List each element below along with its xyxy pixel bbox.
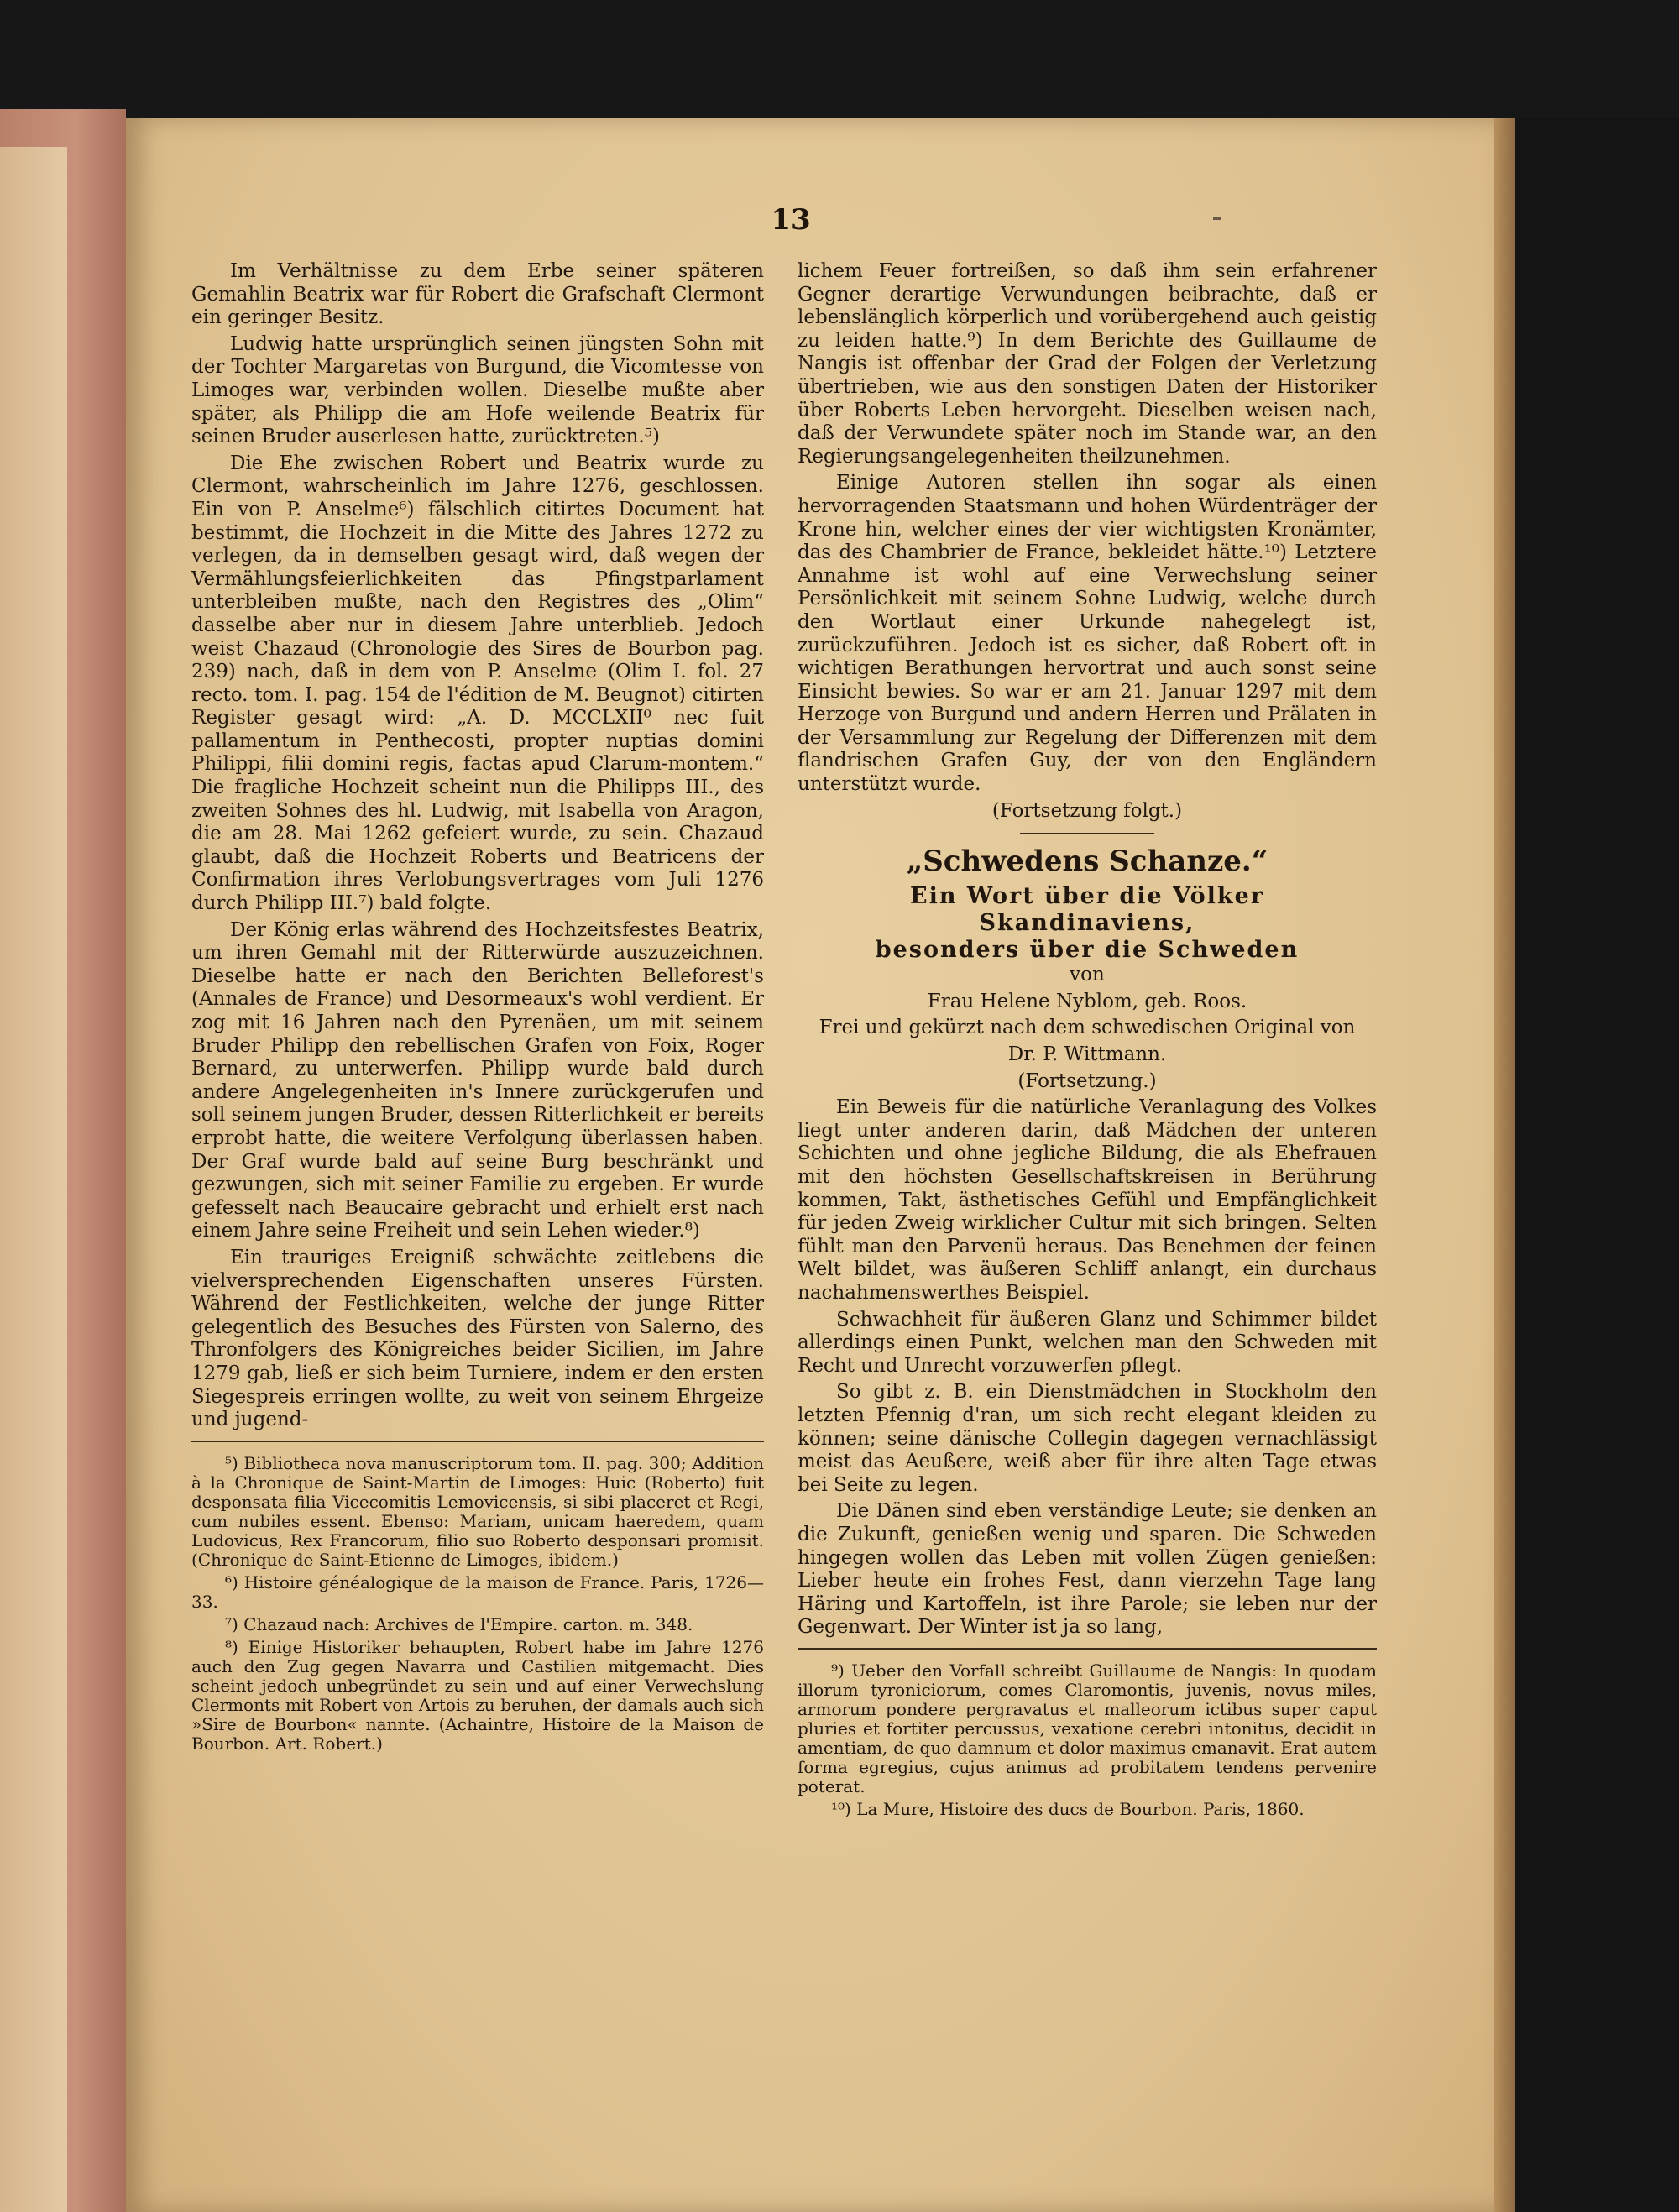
footnote-9: ⁹) Ueber den Vorfall schreibt Guillaume de Nangis: In quodam illorum tyroniciorum, comes Claromontis, juvenis, novus miles, armorum pondere pergravatus et malleorum ictibus super caput pluries et fortiter percussus, vexatione cerebri intonitus, decidit in amentiam, de quo damnum et dolor maximus emanavit. Erat autem forma egregius, cujus animus ad probitatem tendens pervenire poterat. [798, 1660, 1377, 1796]
article-author: Frau Helene Nyblom, geb. Roos. [927, 990, 1247, 1012]
article-by: von [1070, 964, 1105, 986]
footnote-divider-right [798, 1648, 1377, 1650]
footnote-5: ⁵) Bibliotheca nova manuscriptorum tom. II. pag. 300; Addition à la Chronique de Saint-Martin de Limoges: Huic (Roberto) fuit desponsata filia Vicecomitis Lemovicensis, si sibi placeret et Regi, cum nubiles essent. Ebenso: Mariam, unicam haeredem, quam Ludovicus, Rex Francorum, filio suo Roberto desponsari promisit. (Chronique de Saint-Etienne de Limoges, ibidem.) [191, 1452, 764, 1570]
left-paragraph-3: Die Ehe zwischen Robert und Beatrix wurde zu Clermont, wahrscheinlich im Jahre 1276, geschlossen. Ein von P. Anselme⁶) fälschlich citirtes Document hat bestimmt, die Hochzeit in die Mitte des Jahres 1272 zu verlegen, da in demselben gesagt wird, daß wegen der Vermählungsfeierlichkeiten das Pfingstparlament unterbleiben mußte, nach den Registres des „Olim“ dasselbe aber nur in diesem Jahre unterblieb. Jedoch weist Chazaud (Chronologie des Sires de Bourbon pag. 239) nach, daß in dem von P. Anselme (Olim I. fol. 27 recto. tom. I. pag. 154 de l'édition de M. Beugnot) citirten Register gesagt wird: „A. D. MCCLXII⁰ nec fuit pallamentum in Penthecosti, propter nuptias domini Philippi, filii domini regis, factas apud Clarum-montem.“ Die fragliche Hochzeit scheint nun die Philipps III., des zweiten Sohnes des hl. Ludwig, mit Isabella von Aragon, die am 28. Mai 1262 gefeiert wurde, zu sein. Chazaud glaubt, daß die Hochzeit Roberts und Beatricens der Confirmation ihres Verlobungsvertrages vom Juli 1276 durch Philipp III.⁷) bald folgte. [191, 452, 764, 915]
left-paragraph-1: Im Verhältnisse zu dem Erbe seiner späteren Gemahlin Beatrix war für Robert die Grafschaft Clermont ein geringer Besitz. [191, 260, 764, 329]
footnote-divider [191, 1441, 764, 1442]
pencil-mark [1213, 217, 1221, 220]
footnote-8: ⁸) Einige Historiker behaupten, Robert habe im Jahre 1276 auch den Zug gegen Navarra und Castilien mitgemacht. Dies scheint jedoch unbegründet zu sein und auf einer Verwechslung Clermonts mit Robert von Artois zu beruhen, der damals auch sich »Sire de Bourbon« nannte. (Achaintre, Histoire de la Maison de Bourbon. Art. Robert.) [191, 1636, 764, 1754]
page-number: 13 [771, 203, 811, 237]
article-title: „Schwedens Schanze.“ [906, 845, 1268, 879]
left-paragraph-5: Ein trauriges Ereigniß schwächte zeitlebens die vielversprechenden Eigenschaften unseres Fürsten. Während der Festlichkeiten, welche der junge Ritter gelegentlich des Besuches des Fürsten von Salerno, des Thronfolgers des Königreiches beider Sicilien, im Jahre 1279 gab, ließ er sich beim Turniere, indem er den ersten Siegespreis erringen wollte, zu weit von seinem Ehrgeize und jugend- [191, 1246, 764, 1431]
article-note: Frei und gekürzt nach dem schwedischen Original von [819, 1017, 1356, 1039]
section-divider [1020, 833, 1154, 834]
article-continuation: (Fortsetzung.) [1017, 1069, 1157, 1092]
right-footnotes [798, 1661, 1377, 1819]
footnote-6: ⁶) Histoire généalogique de la maison de France. Paris, 1726—33. [191, 1571, 764, 1612]
right-paragraph-2: Einige Autoren stellen ihn sogar als einen hervorragenden Staatsmann und hohen Würdenträger der Krone hin, welcher eines der vier wichtigsten Kronämter, das des Chambrier de France, bekleidet hätte.¹⁰) Letztere Annahme ist wohl auf eine Verwechslung seiner Persönlichkeit mit seinem Sohne Ludwig, welche durch den Wortlaut einer Urkunde nahegelegt ist, zurückzuführen. Jedoch ist es sicher, daß Robert oft in wichtigen Berathungen hervortrat und auch sonst seine Einsicht bewies. So war er am 21. Januar 1297 mit dem Herzoge von Burgund und andern Herren und Prälaten in der Versammlung zur Regelung der Differenzen mit dem flandrischen Grafen Guy, der von den Engländern unterstützt wurde. [798, 472, 1377, 796]
left-page-edge [0, 147, 67, 2212]
article-translator: Dr. P. Wittmann. [1007, 1043, 1167, 1066]
left-paragraph-4: Der König erlas während des Hochzeitsfestes Beatrix, um ihren Gemahl mit der Ritterwürde auszuzeichnen. Dieselbe hatte er nach den Berichten Belleforest's (Annales de France) und Desormeaux's wohl verdient. Er zog mit 16 Jahren nach den Pyrenäen, um mit seinem Bruder Philipp den rebellischen Grafen von Foix, Roger Bernard, zu unterwerfen. Philipp wurde bald durch andere Angelegenheiten in's Innere zurückgerufen und soll seinem jungen Bruder, dessen Ritterlichkeit er bereits erprobt hatte, die weitere Verfolgung überlassen haben. Der Graf wurde bald auf seine Burg beschränkt und gezwungen, sich mit seiner Familie zu ergeben. Er wurde gefesselt nach Beaucaire gebracht und erhielt erst nach einem Jahre seine Freiheit und sein Lehen wieder.⁸) [191, 918, 764, 1242]
right-column [798, 260, 1377, 1822]
article-paragraph-3: So gibt z. B. ein Dienstmädchen in Stockholm den letzten Pfennig d'ran, um sich recht elegant kleiden zu können; seine dänische Collegin dagegen vernachlässigt meist das Aeußere, weiß aber für ihre alten Tage etwas bei Seite zu legen. [798, 1381, 1377, 1496]
footnote-7: ⁷) Chazaud nach: Archives de l'Empire. carton. m. 348. [225, 1613, 693, 1634]
page-stack-edge [1494, 118, 1515, 2212]
article-subtitle-2: besonders über die Schweden [875, 937, 1300, 964]
left-column [191, 260, 764, 1757]
article-paragraph-4: Die Dänen sind eben verständige Leute; sie denken an die Zukunft, genießen wenig und sparen. Die Schweden hingegen wollen das Leben mit vollen Zügen genießen: Lieber heute ein frohes Fest, dann vierzehn Tage lang Häring und Kartoffeln, ist ihre Parole; sie leben nur der Gegenwart. Der Winter ist ja so lang, [798, 1500, 1377, 1639]
article-paragraph-1: Ein Beweis für die natürliche Veranlagung des Volkes liegt unter anderen darin, daß Mädchen der unteren Schichten und ohne jegliche Bildung, die als Ehefrauen mit den höchsten Gesellschaftskreisen in Berührung kommen, Takt, ästhetisches Gefühl und Empfänglichkeit für jeden Zweig wirklicher Cultur mit sich bringen. Selten fühlt man den Parvenü heraus. Das Benehmen der feinen Welt bildet, was äußeren Schliff anlangt, ein durchaus nachahmenswerthes Beispiel. [798, 1096, 1377, 1304]
left-paragraph-2: Ludwig hatte ursprünglich seinen jüngsten Sohn mit der Tochter Margaretas von Burgund, die Vicomtesse von Limoges war, verbinden wollen. Dieselbe mußte aber später, als Philipp die am Hofe weilende Beatrix für seinen Bruder auserlesen hatte, zurücktreten.⁵) [191, 332, 764, 448]
right-paragraph-1: lichem Feuer fortreißen, so daß ihm sein erfahrener Gegner derartige Verwundungen beibrachte, daß er lebenslänglich körperlich und vorübergehend auch geistig zu leiden hatte.⁹) In dem Berichte des Guillaume de Nangis ist offenbar der Grad der Folgen der Verletzung übertrieben, wie aus den sonstigen Daten der Historiker über Roberts Leben hervorgeht. Dieselben weisen nach, daß der Verwundete später noch im Stande war, an den Regierungsangelegenheiten theilzunehmen. [798, 260, 1377, 468]
left-footnotes [191, 1454, 764, 1754]
dark-background [1515, 118, 1679, 2212]
continued-note: (Fortsetzung folgt.) [991, 799, 1183, 822]
article-subtitle-1: Ein Wort über die Völker Skandinaviens, [910, 883, 1264, 937]
footnote-10: ¹⁰) La Mure, Histoire des ducs de Bourbon. Paris, 1860. [831, 1798, 1305, 1819]
article-paragraph-2: Schwachheit für äußeren Glanz und Schimmer bildet allerdings einen Punkt, welchen man den Schweden mit Recht und Unrecht vorzuwerfen pflegt. [798, 1308, 1377, 1377]
